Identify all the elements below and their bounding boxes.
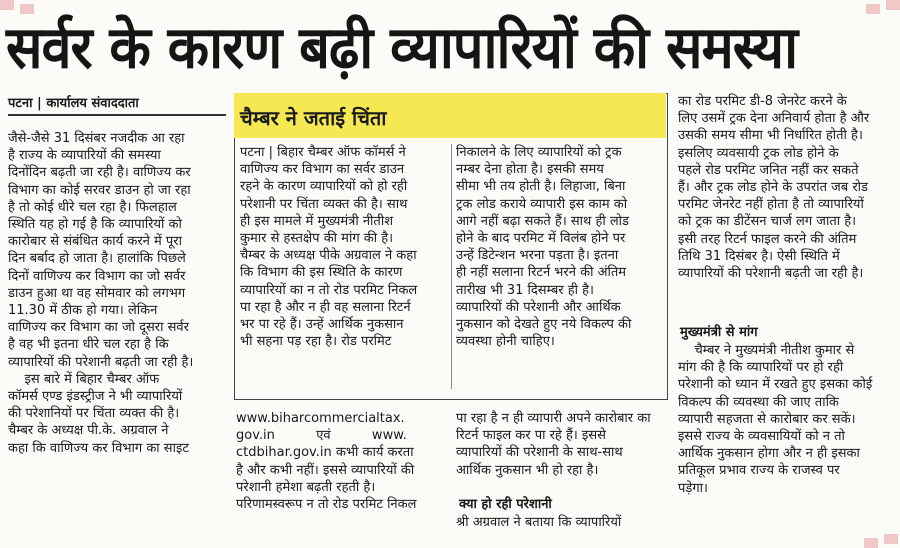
box-title: चैम्बर ने जताई चिंता bbox=[240, 106, 387, 130]
text-line: परेशानी हमेशा बढ़ती रहती है। bbox=[236, 479, 376, 495]
text-line: भी सहना पड़ रहा है। रोड परमिट bbox=[240, 334, 392, 350]
text-line: पहले रोड परमिट जनित नहीं कर सकते bbox=[678, 162, 859, 178]
column-4-top-text bbox=[678, 93, 892, 321]
text-line: चैम्बर के अध्यक्ष पीके अग्रवाल ने कहा bbox=[240, 248, 417, 264]
text-line: दिन बर्बाद हो जाता है। हालांकि पिछले bbox=[8, 251, 186, 267]
text-line: आर्थिक नुकसान होगा और न ही इसका bbox=[678, 446, 860, 462]
box-column-a bbox=[240, 144, 446, 389]
text-line: पटना | बिहार चैम्बर ऑफ कॉमर्स ने bbox=[240, 145, 406, 160]
text-line: परिणामस्वरूप न तो रोड परमिट निकल bbox=[236, 497, 417, 513]
text-line: लिए उसमें ट्रक देना अनिवार्य होता है और bbox=[678, 111, 870, 127]
text-line: ट्रक लोड कराये व्यापारी इस काम को bbox=[456, 196, 628, 212]
column-3-bottom-text bbox=[456, 410, 664, 482]
text-line: कि विभाग की इस स्थिति के कारण bbox=[240, 265, 403, 281]
column-3-subhead: क्या हो रही परेशानी bbox=[459, 497, 552, 512]
text-line: पड़ेगा। bbox=[678, 480, 708, 496]
text-line: वाणिज्य कर विभाग का जो दूसरा सर्वर bbox=[8, 320, 189, 336]
text-line: परेशानी को ध्यान में रखते हुए इसका कोई bbox=[678, 377, 873, 393]
text-line: को ट्रक का डीटेंसन चार्ज लग जाता है। bbox=[678, 214, 857, 230]
text-line: हैं। और ट्रक लोड होने के उपरांत जब रोड bbox=[678, 180, 868, 196]
text-line: नम्बर देना होता है। इसकी समय bbox=[456, 162, 604, 178]
text-line: तारीख भी 31 दिसम्बर ही है। bbox=[456, 282, 594, 298]
text-line: व्यवस्था होनी चाहिए। bbox=[456, 334, 555, 350]
text-line: चैम्बर के अध्यक्ष पी.के. अग्रवाल ने bbox=[8, 423, 169, 439]
text-line: व्यापारियों की परेशानी के साथ-साथ bbox=[456, 445, 623, 461]
text-line: चैम्बर ने मुख्यमंत्री नीतीश कुमार से bbox=[678, 343, 855, 358]
column-3-tail-text: श्री अग्रवाल ने बताया कि व्यापारियों bbox=[456, 515, 622, 530]
text-line: दिनों वाणिज्य कर विभाग का जो सर्वर bbox=[8, 268, 186, 284]
text-line: ही नहीं सलाना रिटर्न भरने की अंतिम bbox=[456, 265, 627, 281]
text-line: रिटर्न फाइल कर पा रहे हैं। इससे bbox=[456, 428, 606, 444]
column-4-subhead: मुख्यमंत्री से मांग bbox=[680, 325, 758, 340]
text-line: कुमार से हस्तक्षेप की मांग की है। bbox=[240, 231, 394, 247]
text-line: कॉमर्स एण्ड इंडस्ट्रीज ने भी व्यापारियों bbox=[8, 389, 183, 405]
text-line: पा रहा है न ही व्यापारी अपने कारोबार का bbox=[456, 411, 651, 426]
text-line: ctdbihar.gov.in कभी कार्य करता bbox=[236, 445, 414, 461]
column-4-bottom-text bbox=[678, 342, 892, 542]
text-line: का रोड परमिट डी-8 जेनरेट करने के bbox=[678, 94, 847, 109]
text-line: परेशानी पर चिंता व्यक्त की है। साथ bbox=[240, 196, 408, 212]
text-line: कारोबार से संबंधित कार्य करने में पूरा bbox=[8, 234, 182, 250]
text-line: तिथि 31 दिसंबर है। ऐसी स्थिति में bbox=[678, 248, 840, 264]
text-line: व्यापारियों की परेशानी बढ़ती जा रही है। bbox=[8, 354, 194, 370]
text-line: रहने के कारण व्यापारियों को हो रही bbox=[240, 179, 408, 195]
text-line: इसलिए व्यवसायी ट्रक लोड होने के bbox=[678, 145, 839, 161]
text-line: व्यापारियों का न तो रोड परमिट निकल bbox=[240, 282, 418, 298]
box-column-divider bbox=[451, 144, 452, 389]
text-line: स्थिति यह हो गई है कि व्यापारियों को bbox=[8, 217, 182, 233]
text-line: भर पा रहे हैं। उन्हें आर्थिक नुकसान bbox=[240, 317, 404, 333]
text-line: प्रतिकूल प्रभाव राज्य के राजस्व पर bbox=[678, 463, 840, 479]
column-2-bottom-text bbox=[236, 410, 447, 540]
headline: सर्वर के कारण बढ़ी व्यापारियों की समस्या bbox=[6, 13, 798, 82]
byline-rule bbox=[8, 114, 226, 116]
text-line: सीमा भी तय होती है। लिहाजा, बिना bbox=[456, 179, 626, 195]
text-line: gov.in एवं www. bbox=[236, 428, 407, 444]
text-line: पा रहा है और न ही वह सलाना रिटर्न bbox=[240, 299, 411, 315]
text-line: दिनोंदिन बढ़ती जा रही है। वाणिज्य कर bbox=[8, 165, 191, 181]
text-line: है वह भी इतना धीरे चल रहा है कि bbox=[8, 337, 169, 353]
text-line: www.biharcommercialtax. bbox=[236, 411, 405, 426]
text-line: विभाग का कोई सरवर डाउन हो जा रहा bbox=[8, 182, 191, 198]
text-line: विकल्प की व्यवस्था की जाए ताकि bbox=[678, 394, 839, 410]
text-line: 11.30 में ठीक हो गया। लेकिन bbox=[8, 303, 158, 319]
text-line: व्यापारी सहजता से कारोबार कर सकें। bbox=[678, 411, 856, 427]
column-1-text bbox=[8, 130, 226, 540]
text-line: व्यापारियों की परेशानी और आर्थिक bbox=[456, 299, 621, 315]
text-line: इसी तरह रिटर्न फाइल करने की अंतिम bbox=[678, 231, 857, 247]
byline: पटना | कार्यालय संवाददाता bbox=[8, 96, 139, 111]
text-line: है राज्य के व्यापारियों की समस्या bbox=[8, 148, 161, 164]
text-line: डाउन हुआ था वह सोमवार को लगभग bbox=[8, 285, 186, 301]
text-line: वाणिज्य कर विभाग का सर्वर डाउन bbox=[240, 162, 405, 178]
box-column-b bbox=[456, 144, 659, 389]
text-line: निकालने के लिए व्यापारियों को ट्रक bbox=[456, 145, 622, 160]
text-line: आर्थिक नुकसान भी हो रहा है। bbox=[456, 462, 599, 478]
text-line: ही इस मामले में मुख्यमंत्री नीतीश bbox=[240, 213, 394, 229]
text-line: कहा कि वाणिज्य कर विभाग का साइट bbox=[8, 440, 189, 456]
text-line: इस बारे में बिहार चैम्बर ऑफ bbox=[8, 371, 160, 387]
text-line: होने के बाद परमिट में विलंब होने पर bbox=[456, 231, 626, 247]
text-line: नुकसान को देखते हुए नये विकल्प की bbox=[456, 317, 632, 333]
text-line: की परेशानियों पर चिंता व्यक्त की है। bbox=[8, 406, 180, 422]
text-line: व्यापारियों की परेशानी बढ़ती जा रही है। bbox=[678, 266, 864, 282]
text-line: परमिट जेनरेट नहीं होता है तो व्यापारियों bbox=[678, 197, 864, 213]
text-line: है तो कोई धीरे चल रहा है। फिलहाल bbox=[8, 199, 177, 215]
text-line: इससे राज्य के व्यवसायियों को न तो bbox=[678, 429, 845, 445]
text-line: मांग की है कि व्यापारियों पर हो रही bbox=[678, 360, 844, 376]
text-line: जैसे-जैसे 31 दिसंबर नजदीक आ रहा bbox=[8, 131, 185, 146]
text-line: है और कभी नहीं। इससे व्यापारियों की bbox=[236, 462, 415, 478]
text-line: उसकी समय सीमा भी निर्धारित होती है। bbox=[678, 128, 863, 144]
text-line: आगे नहीं बढ़ा सकते हैं। साथ ही लोड bbox=[456, 213, 630, 229]
text-line: उन्हें डिटेन्शन भरना पड़ता है। इतना bbox=[456, 248, 619, 264]
